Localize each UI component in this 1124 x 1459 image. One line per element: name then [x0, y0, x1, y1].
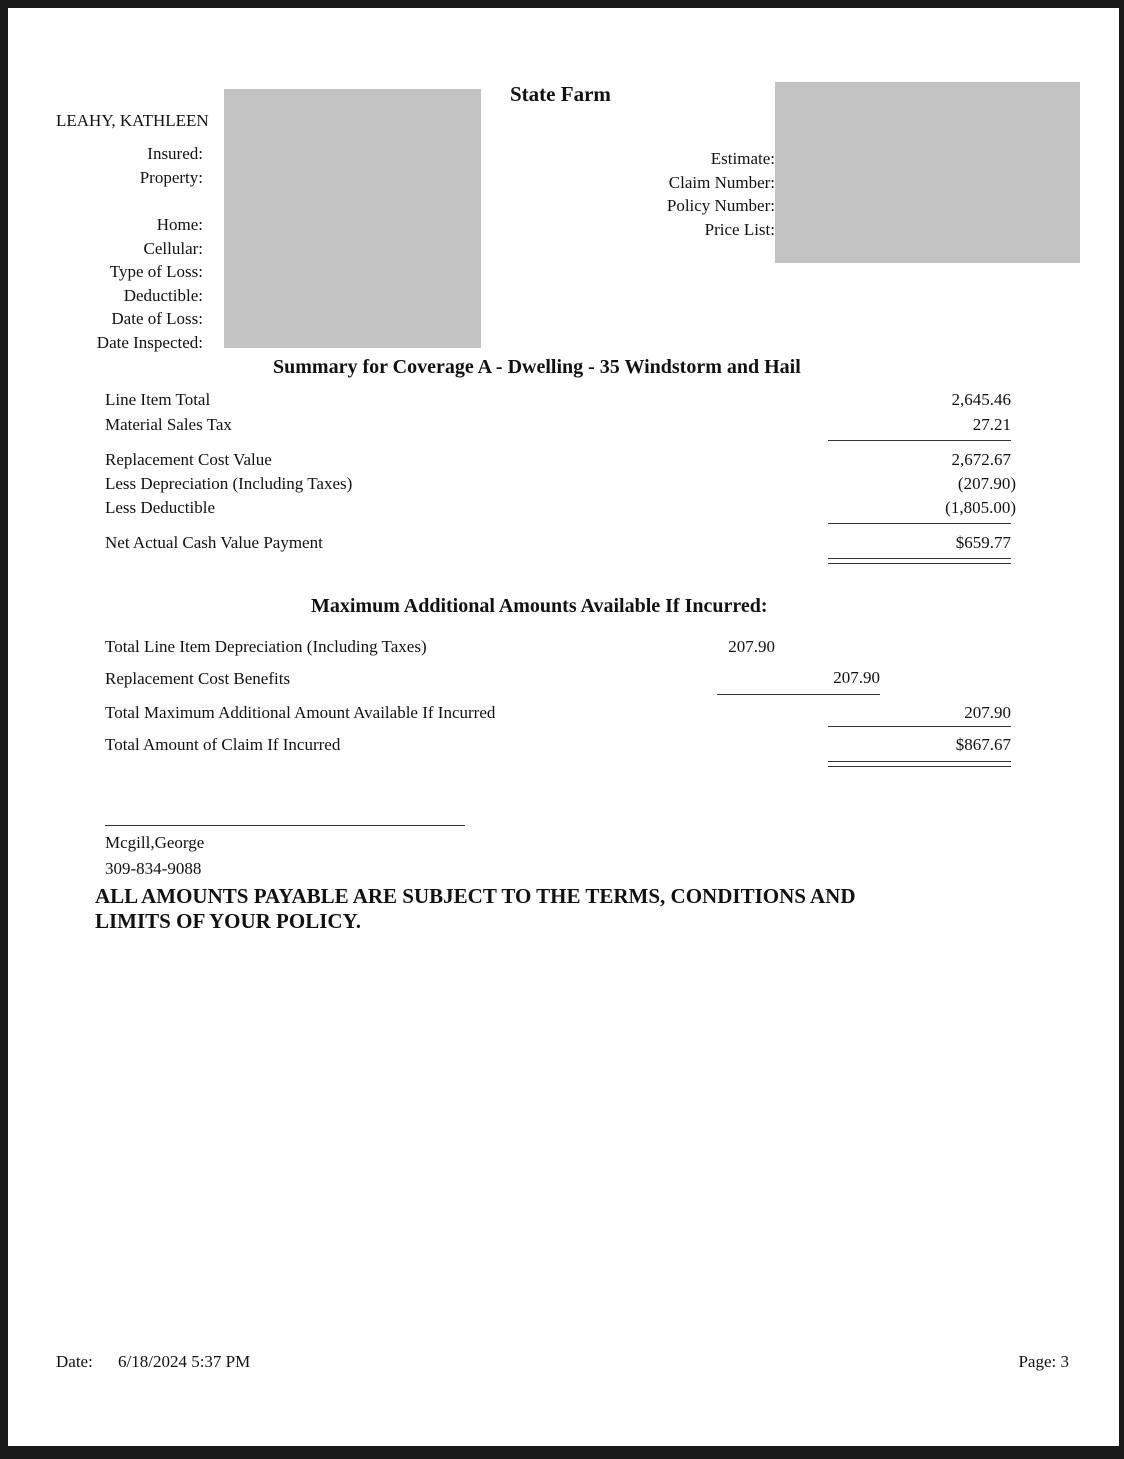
- max-value-total-max: 207.90: [964, 703, 1011, 722]
- max-value-depreciation: 207.90: [728, 637, 775, 656]
- adjuster-name: Mcgill,George: [105, 833, 205, 852]
- max-label-rc-benefits: Replacement Cost Benefits: [105, 669, 291, 688]
- insured-name: LEAHY, KATHLEEN: [56, 111, 209, 130]
- signature-line: [105, 825, 465, 826]
- summary-label-depreciation: Less Depreciation (Including Taxes): [105, 474, 353, 493]
- summary-label-rcv: Replacement Cost Value: [105, 450, 272, 469]
- label-home: Home:: [156, 215, 203, 234]
- subtotal-rule-4: [828, 726, 1011, 727]
- label-claim-number: Claim Number:: [668, 173, 775, 192]
- summary-value-sales-tax: 27.21: [972, 415, 1011, 434]
- max-additional-title: Maximum Additional Amounts Available If Incurred:: [311, 595, 768, 617]
- label-deductible: Deductible:: [123, 286, 203, 305]
- max-label-depreciation: Total Line Item Depreciation (Including Taxes): [105, 637, 427, 656]
- label-estimate: Estimate:: [710, 149, 775, 168]
- label-date-of-loss: Date of Loss:: [111, 309, 203, 328]
- redacted-block-left: [224, 89, 481, 348]
- summary-label-sales-tax: Material Sales Tax: [105, 415, 232, 434]
- summary-label-line-item-total: Line Item Total: [105, 390, 211, 409]
- label-date-inspected: Date Inspected:: [96, 333, 203, 352]
- max-label-total-max: Total Maximum Additional Amount Available If Incurred: [105, 703, 496, 722]
- subtotal-rule-3: [717, 694, 880, 695]
- summary-value-rcv: 2,672.67: [951, 450, 1011, 469]
- summary-label-deductible: Less Deductible: [105, 498, 215, 517]
- max-value-total-claim: $867.67: [955, 735, 1011, 754]
- label-insured: Insured:: [147, 144, 203, 163]
- summary-value-line-item-total: 2,645.46: [951, 390, 1011, 409]
- label-price-list: Price List:: [704, 220, 775, 239]
- summary-value-depreciation: (207.90): [957, 474, 1016, 493]
- label-type-of-loss: Type of Loss:: [109, 262, 203, 281]
- total-double-rule-2: [828, 761, 1011, 767]
- label-property: Property:: [139, 168, 203, 187]
- total-double-rule-1: [828, 558, 1011, 564]
- adjuster-phone: 309-834-9088: [105, 859, 202, 878]
- disclaimer-line-1: ALL AMOUNTS PAYABLE ARE SUBJECT TO THE TERMS, CONDITIONS AND: [95, 884, 856, 908]
- summary-title: Summary for Coverage A - Dwelling - 35 Windstorm and Hail: [273, 356, 801, 378]
- footer-date-label: Date:: [56, 1352, 93, 1371]
- max-label-total-claim: Total Amount of Claim If Incurred: [105, 735, 341, 754]
- company-name: State Farm: [510, 82, 611, 106]
- label-cellular: Cellular:: [143, 239, 203, 258]
- summary-value-net-acv: $659.77: [955, 533, 1011, 552]
- document-page: [8, 8, 1119, 1446]
- subtotal-rule-2: [828, 523, 1011, 524]
- label-policy-number: Policy Number:: [666, 196, 775, 215]
- redacted-block-right: [775, 82, 1080, 263]
- summary-label-net-acv: Net Actual Cash Value Payment: [105, 533, 323, 552]
- footer-page-number: Page: 3: [1018, 1352, 1069, 1371]
- max-value-rc-benefits: 207.90: [833, 668, 880, 687]
- footer-date-value: 6/18/2024 5:37 PM: [118, 1352, 251, 1371]
- disclaimer-line-2: LIMITS OF YOUR POLICY.: [95, 909, 362, 933]
- summary-value-deductible: (1,805.00): [945, 498, 1016, 517]
- subtotal-rule-1: [828, 440, 1011, 441]
